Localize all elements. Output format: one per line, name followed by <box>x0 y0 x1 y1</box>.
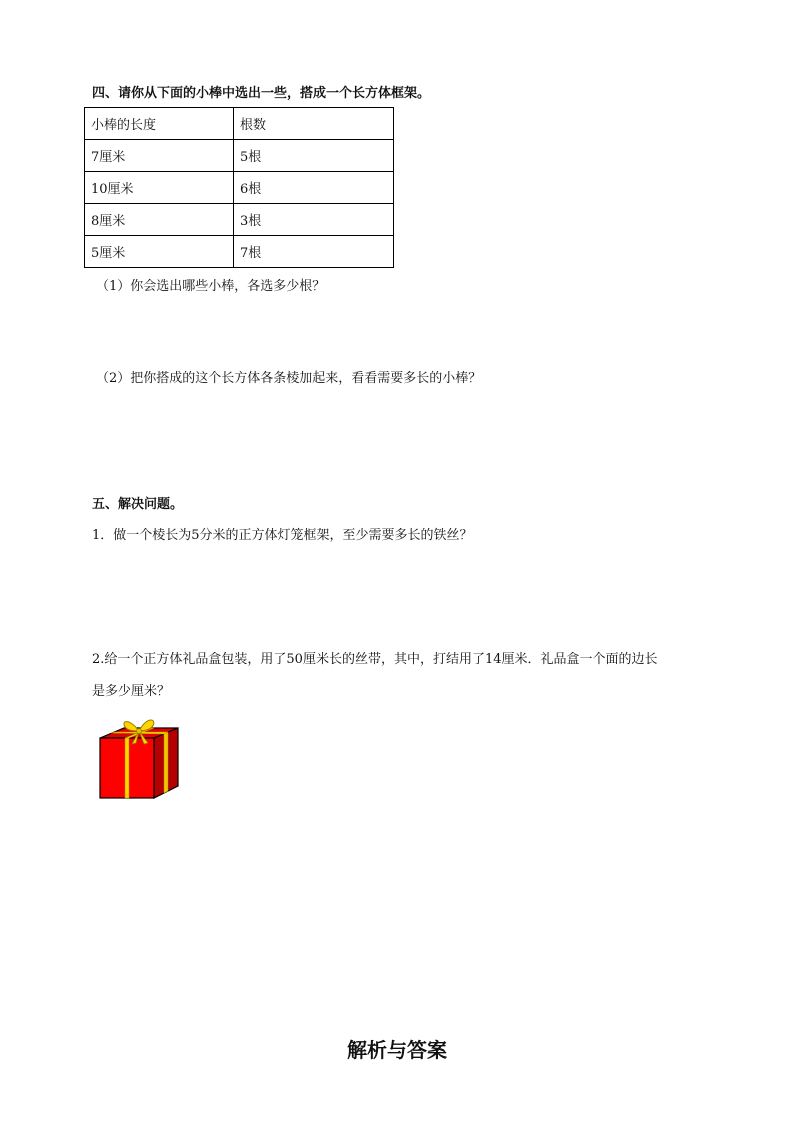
question-1: （1）你会选出哪些小棒，各选多少根？ <box>96 279 326 294</box>
table-row <box>85 236 394 268</box>
table-row <box>85 140 394 172</box>
stick-length-table <box>84 107 394 268</box>
section-4-title: 四、请你从下面的小棒中选出一些，搭成一个长方体框架。 <box>92 86 431 101</box>
gift-box-icon <box>98 714 182 802</box>
cell-length: 5厘米 <box>85 236 234 268</box>
table-header-row <box>85 108 394 140</box>
cell-count: 5根 <box>234 140 394 172</box>
cell-count: 7根 <box>234 236 394 268</box>
problem-2-line-1: 2.给一个正方体礼品盒包装，用了50厘米长的丝带，其中，打结用了14厘米．礼品盒一个面的边长 <box>92 652 658 667</box>
problem-2-line-2: 是多少厘米？ <box>92 684 171 699</box>
question-2: （2）把你搭成的这个长方体各条棱加起来，看看需要多长的小棒？ <box>96 371 482 386</box>
cell-count: 6根 <box>234 172 394 204</box>
cell-count: 3根 <box>234 204 394 236</box>
problem-1: 1．做一个棱长为5分米的正方体灯笼框架，至少需要多长的铁丝？ <box>92 528 473 543</box>
table-row <box>85 172 394 204</box>
header-length: 小棒的长度 <box>85 108 234 140</box>
header-count: 根数 <box>234 108 394 140</box>
section-5-title: 五、解决问题。 <box>92 497 184 512</box>
cell-length: 8厘米 <box>85 204 234 236</box>
cell-length: 7厘米 <box>85 140 234 172</box>
answers-heading: 解析与答案 <box>347 1038 447 1062</box>
table-row <box>85 204 394 236</box>
cell-length: 10厘米 <box>85 172 234 204</box>
